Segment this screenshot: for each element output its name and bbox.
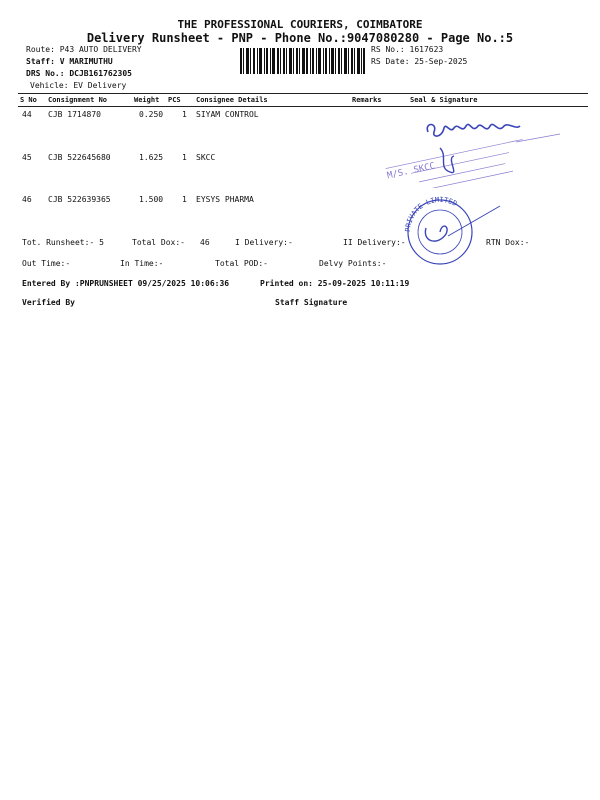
tot-runsheet: Tot. Runsheet:- 5 [22, 238, 104, 247]
table-top-rule [18, 93, 588, 94]
seal-text: PRIVATE LIMITED [403, 195, 459, 233]
drs-info: DRS No.: DCJB161762305 [26, 69, 132, 78]
out-time: Out Time:- [22, 259, 71, 268]
row-consignment: CJB 522639365 [48, 195, 111, 204]
svg-text:PRIVATE LIMITED [404, 196, 458, 232]
col-header-pcs: PCS [168, 96, 181, 104]
i-delivery: I Delivery:- [235, 238, 293, 247]
row-consignee: EYSYS PHARMA [196, 195, 254, 204]
entered-by: Entered By :PNPRUNSHEET 09/25/2025 10:06:36 [22, 279, 230, 288]
company-stamp [380, 138, 530, 188]
row-consignee: SIYAM CONTROL [196, 110, 259, 119]
document-subtitle: Delivery Runsheet - PNP - Phone No.:9047080280 - Page No.:5 [86, 31, 514, 45]
row-pcs: 1 [182, 153, 187, 162]
row-consignee: SKCC [196, 153, 216, 162]
rs-number: RS No.: 1617623 [371, 45, 444, 54]
verified-by: Verified By [22, 298, 75, 307]
staff-signature: Staff Signature [275, 298, 348, 307]
row-consignment: CJB 522645680 [48, 153, 111, 162]
barcode-image [240, 48, 366, 74]
row-weight: 1.625 [139, 153, 164, 162]
col-header-consignment: Consignment No [48, 96, 108, 104]
rs-date: RS Date: 25-Sep-2025 [371, 57, 468, 66]
row-pcs: 1 [182, 110, 187, 119]
col-header-remarks: Remarks [352, 96, 382, 104]
table-header-rule [18, 106, 588, 107]
col-header-seal: Seal & Signature [410, 96, 478, 104]
row-sno: 45 [22, 153, 32, 162]
total-dox-label: Total Dox:- [132, 238, 185, 247]
vehicle-info: Vehicle: EV Delivery [30, 81, 127, 90]
row-weight: 1.500 [139, 195, 164, 204]
ii-delivery: II Delivery:- [343, 238, 406, 247]
document-title: THE PROFESSIONAL COURIERS, COIMBATORE [177, 18, 423, 31]
row-sno: 46 [22, 195, 32, 204]
staff-info: Staff: V MARIMUTHU [26, 57, 113, 66]
row-sno: 44 [22, 110, 32, 119]
in-time: In Time:- [120, 259, 164, 268]
total-pod: Total POD:- [215, 259, 268, 268]
printed-on: Printed on: 25-09-2025 10:11:19 [260, 279, 410, 288]
total-dox-value: 46 [200, 238, 210, 247]
col-header-consignee: Consignee Details [196, 96, 268, 104]
stamp-text: M/S. SKCC [386, 161, 437, 182]
route-info: Route: P43 AUTO DELIVERY [26, 45, 142, 54]
col-header-sno: S No [20, 96, 37, 104]
delvy-points: Delvy Points:- [319, 259, 387, 268]
row-consignment: CJB 1714870 [48, 110, 101, 119]
row-weight: 0.250 [139, 110, 164, 119]
row-pcs: 1 [182, 195, 187, 204]
round-seal [392, 188, 502, 268]
rtn-dox: RTN Dox:- [486, 238, 530, 247]
col-header-weight: Weight [134, 96, 160, 104]
